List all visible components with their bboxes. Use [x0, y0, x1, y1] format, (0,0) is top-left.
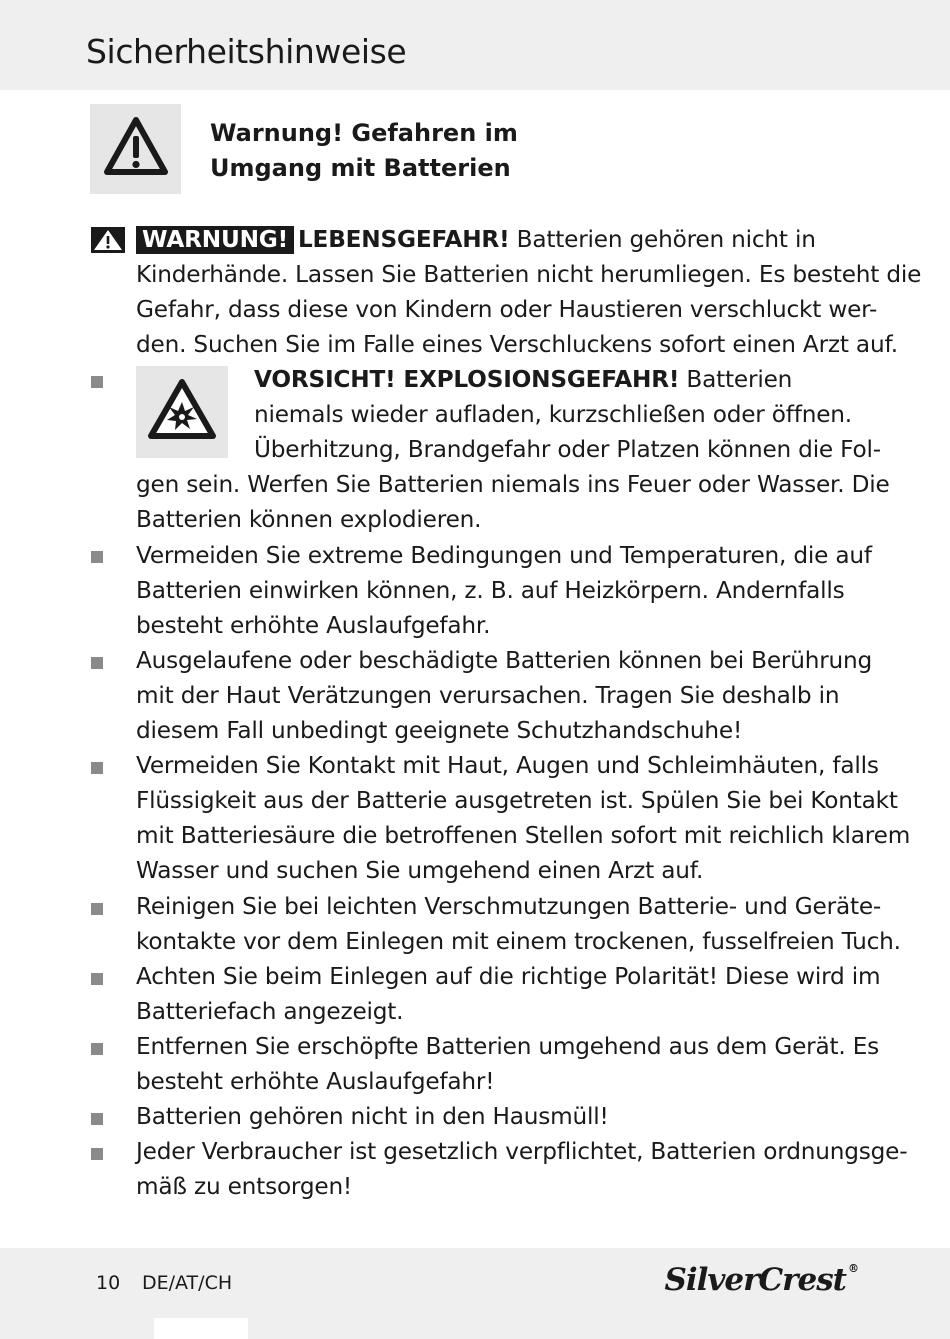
- page-header: [0, 0, 950, 90]
- list-item: Reinigen Sie bei leichten Verschmutzungen Batterie- und Geräte- kontakte vor dem Einlegen mit einem trockenen, fusselfreien Tuch.: [136, 893, 901, 956]
- bullet: [91, 551, 103, 563]
- footer-divider: [154, 1318, 248, 1339]
- list-item: Achten Sie beim Einlegen auf die richtige Polarität! Diese wird im Batteriefach angezeigt.: [136, 963, 881, 1026]
- page-title: Sicherheitshinweise: [86, 32, 407, 71]
- list-item: Ausgelaufene oder beschädigte Batterien können bei Berührung mit der Haut Verätzungen verursachen. Tragen Sie deshalb in diesem Fall unbedingt geeignete Schutzhandschuhe!: [136, 647, 873, 745]
- brand-logo: SilverCrest ®: [664, 1262, 858, 1298]
- bullet: [91, 1043, 103, 1055]
- list-item: Batterien gehören nicht in den Hausmüll!: [136, 1103, 609, 1130]
- page-number: 10: [96, 1272, 121, 1294]
- bullet: [91, 903, 103, 915]
- warning-icon-box: [90, 104, 181, 194]
- item-heading: LEBENSGEFAHR!: [297, 226, 510, 253]
- bullet: [91, 762, 103, 774]
- warning-badge: WARNUNG!: [136, 226, 294, 254]
- bullet: [91, 973, 103, 985]
- list-item: Vermeiden Sie extreme Bedingungen und Temperaturen, die auf Batterien einwirken können, z. B. auf Heizkörpern. Andernfalls besteht erhöhte Auslaufgefahr.: [136, 542, 872, 640]
- list-item: VORSICHT! EXPLOSIONSGEFAHR! Batterien niemals wieder aufladen, kurzschließen oder öffnen. Überhitzung, Brandgefahr oder Platzen können die Fol- gen sein. Werfen Sie Batterien niemals ins Feuer oder Wasser. Die Batterien können explodieren.: [136, 366, 890, 534]
- list-item: Vermeiden Sie Kontakt mit Haut, Augen und Schleimhäuten, falls Flüssigkeit aus der Batterie ausgetreten ist. Spülen Sie bei Kontakt mit Batteriesäure die betroffenen Stellen sofort mit reichlich klarem Wasser und suchen Sie umgehend einen Arzt auf.: [136, 752, 911, 885]
- bullet: [91, 1113, 103, 1125]
- list-item: Jeder Verbraucher ist gesetzlich verpflichtet, Batterien ordnungsge- mäß zu entsorgen!: [136, 1138, 908, 1201]
- region-label: DE/AT/CH: [142, 1272, 233, 1294]
- list-item: Entfernen Sie erschöpfte Batterien umgehend aus dem Gerät. Es besteht erhöhte Auslaufgefahr!: [136, 1033, 880, 1096]
- page-footer: [0, 1248, 950, 1339]
- warning-triangle-icon: [103, 116, 169, 178]
- warning-box-title: Warnung! Gefahren im Umgang mit Batterien: [210, 119, 518, 182]
- list-item: WARNUNG! LEBENSGEFAHR! Batterien gehören nicht in Kinderhände. Lassen Sie Batterien nicht herumliegen. Es besteht die Gefahr, dass diese von Kindern oder Haustieren verschluckt wer- den. Suchen Sie im Falle eines Verschluckens sofort einen Arzt auf.: [136, 226, 922, 359]
- bullet: [91, 1148, 103, 1160]
- bullet: [91, 657, 103, 669]
- bullet: [91, 376, 103, 388]
- warning-triangle-icon: [91, 227, 125, 253]
- item-heading: VORSICHT! EXPLOSIONSGEFAHR!: [254, 366, 680, 393]
